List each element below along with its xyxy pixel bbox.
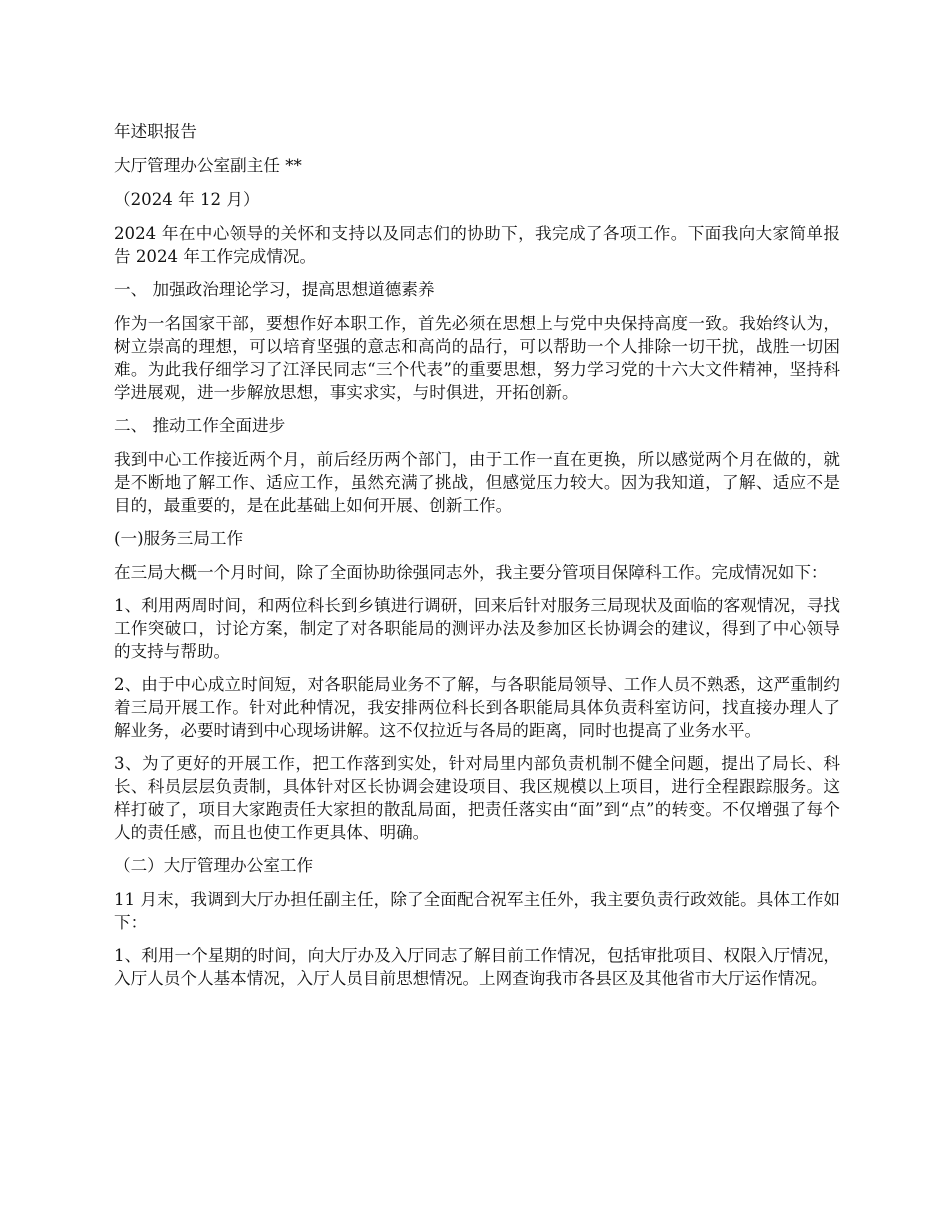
list-item: 1、利用一个星期的时间，向大厅办及入厅同志了解目前工作情况，包括审批项目、权限入厅情况，入厅人员个人基本情况，入厅人员目前思想情况。上网查询我市各县区及其他省市大厅运作情况。 [114,946,840,988]
list-item: 3、为了更好的开展工作，把工作落到实处，针对局里内部负责机制不健全问题，提出了局长、科长、科员层层负责制，具体针对区长协调会建设项目、我区规模以上项目，进行全程跟踪服务。这样打破了，项目大家跑责任大家担的散乱局面，把责任落实由“面”到“点”的转变。不仅增强了每个人的责任感，而且也使工作更具体、明确。 [114,754,840,842]
document-title: 年述职报告 [114,122,197,141]
subsection-heading: （二）大厅管理办公室工作 [114,856,314,875]
document-body [114,120,840,1000]
paragraph: 2024 年在中心领导的关怀和支持以及同志们的协助下，我完成了各项工作。下面我向大家简单报告 2024 年工作完成情况。 [114,224,840,266]
list-item: 1、利用两周时间，和两位科长到乡镇进行调研，回来后针对服务三局现状及面临的客观情况，寻找工作突破口，讨论方案，制定了对各职能局的测评办法及参加区长协调会的建议，得到了中心领导的支持与帮助。 [114,596,840,661]
author-line: 大厅管理办公室副主任 ** [114,156,302,175]
section-heading: 一、 加强政治理论学习，提高思想道德素养 [114,280,435,299]
list-item: 2、由于中心成立时间短，对各职能局业务不了解，与各职能局领导、工作人员不熟悉，这严重制约着三局开展工作。针对此种情况，我安排两位科长到各职能局具体负责科室访问，找直接办理人了解业务，必要时请到中心现场讲解。这不仅拉近与各局的距离，同时也提高了业务水平。 [114,675,840,740]
paragraph: 11 月末，我调到大厅办担任副主任，除了全面配合祝军主任外，我主要负责行政效能。具体工作如下： [114,890,840,932]
date-line: （2024 年 12 月） [114,190,260,209]
paragraph: 我到中心工作接近两个月，前后经历两个部门，由于工作一直在更换，所以感觉两个月在做的，就是不断地了解工作、适应工作，虽然充满了挑战，但感觉压力较大。因为我知道，了解、适应不是目的，最重要的，是在此基础上如何开展、创新工作。 [114,450,840,515]
section-heading: 二、 推动工作全面进步 [114,416,286,435]
paragraph: 在三局大概一个月时间，除了全面协助徐强同志外，我主要分管项目保障科工作。完成情况如下： [114,563,828,582]
subsection-heading: (一)服务三局工作 [114,529,244,548]
paragraph: 作为一名国家干部，要想作好本职工作，首先必须在思想上与党中央保持高度一致。我始终认为，树立崇高的理想，可以培育坚强的意志和高尚的品行，可以帮助一个人排除一切干扰，战胜一切困难。为此我仔细学习了江泽民同志“三个代表”的重要思想，努力学习党的十六大文件精神，坚持科学进展观，进一步解放思想，事实求实，与时俱进，开拓创新。 [114,314,840,402]
